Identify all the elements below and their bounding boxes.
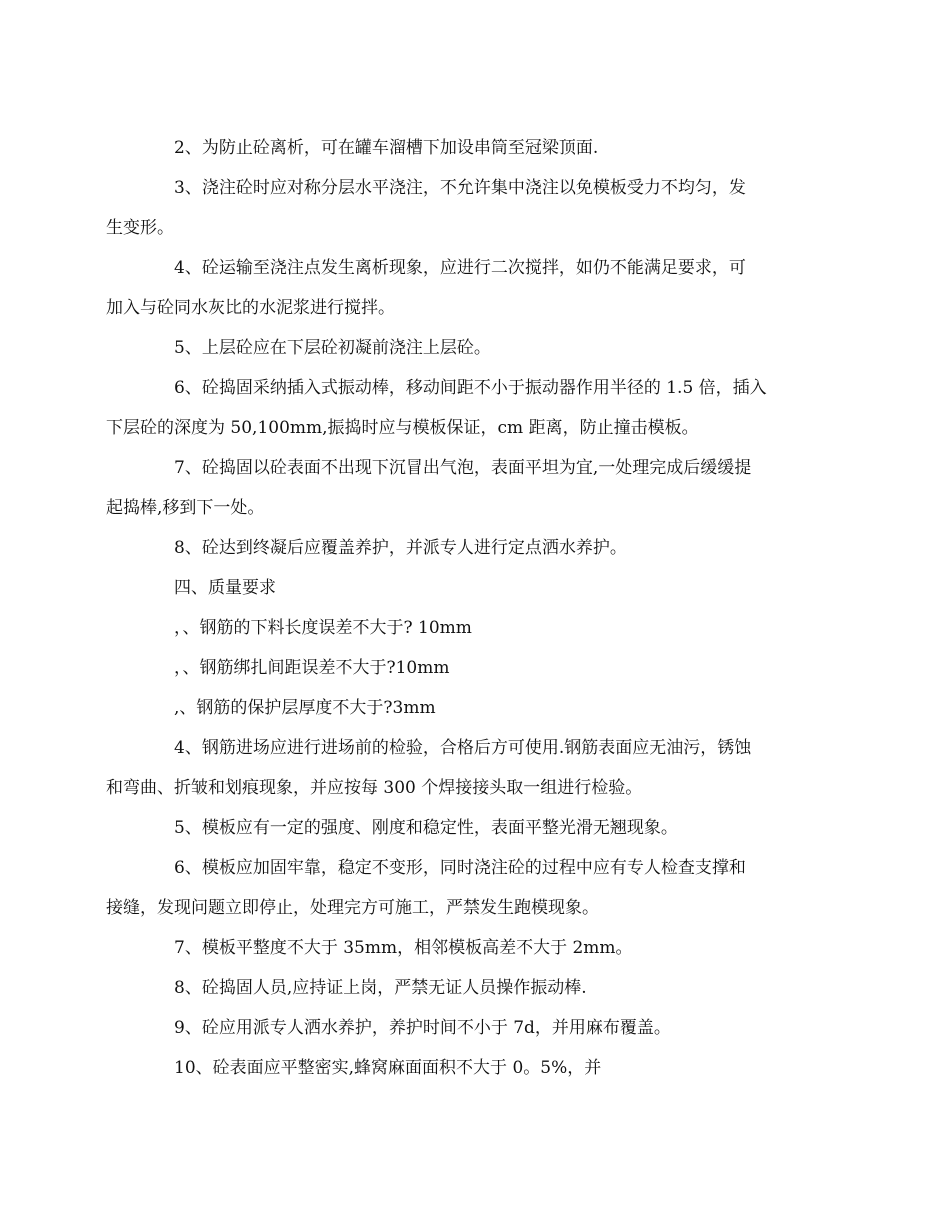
text-line: ，、钢筋绑扎间距误差不大于?10mm xyxy=(174,658,450,678)
text-line: 下层砼的深度为 50,100mm,振捣时应与模板保证，cm 距离，防止撞击模板。 xyxy=(106,418,699,438)
quality-item-7 xyxy=(140,928,812,968)
section-heading xyxy=(140,568,812,608)
text-line: 5、模板应有一定的强度、刚度和稳定性，表面平整光滑无翘现象。 xyxy=(174,818,678,838)
paragraph-3 xyxy=(106,168,812,248)
text-line: 起捣棒,移到下一处。 xyxy=(106,498,265,518)
text-line: 接缝，发现问题立即停止，处理完方可施工，严禁发生跑模现象。 xyxy=(106,898,599,918)
text-line: 8、砼捣固人员,应持证上岗，严禁无证人员操作振动棒. xyxy=(174,978,587,998)
text-line: ，、钢筋的下料长度误差不大于? 10mm xyxy=(174,618,472,638)
document-body xyxy=(106,128,812,1088)
text-line: ,、钢筋的保护层厚度不大于?3mm xyxy=(174,698,436,718)
text-line: 4、砼运输至浇注点发生离析现象，应进行二次搅拌，如仍不能满足要求，可 xyxy=(174,258,746,278)
paragraph-4 xyxy=(106,248,812,328)
quality-item-4 xyxy=(106,728,812,808)
text-line: 4、钢筋进场应进行进场前的检验，合格后方可使用.钢筋表面应无油污，锈蚀 xyxy=(174,738,752,758)
text-line: 7、模板平整度不大于 35mm，相邻模板高差不大于 2mm。 xyxy=(174,938,633,958)
text-line: 加入与砼同水灰比的水泥浆进行搅拌。 xyxy=(106,298,395,318)
quality-item-2 xyxy=(140,648,812,688)
text-line: 2、为防止砼离析，可在罐车溜槽下加设串筒至冠梁顶面. xyxy=(174,138,599,158)
paragraph-6 xyxy=(106,368,812,448)
paragraph-2 xyxy=(140,128,812,168)
text-line: 生变形。 xyxy=(106,218,174,238)
text-line: 8、砼达到终凝后应覆盖养护，并派专人进行定点洒水养护。 xyxy=(174,538,627,558)
quality-item-6 xyxy=(106,848,812,928)
paragraph-8 xyxy=(140,528,812,568)
text-line: 5、上层砼应在下层砼初凝前浇注上层砼。 xyxy=(174,338,491,358)
text-line: 10、砼表面应平整密实,蜂窝麻面面积不大于 0。5%，并 xyxy=(174,1058,602,1078)
quality-item-5 xyxy=(140,808,812,848)
text-line: 6、模板应加固牢靠，稳定不变形，同时浇注砼的过程中应有专人检查支撑和 xyxy=(174,858,746,878)
quality-item-1 xyxy=(140,608,812,648)
heading-text: 四、质量要求 xyxy=(174,578,276,598)
quality-item-10 xyxy=(140,1048,812,1088)
quality-item-8 xyxy=(140,968,812,1008)
text-line: 3、浇注砼时应对称分层水平浇注，不允许集中浇注以免模板受力不均匀，发 xyxy=(174,178,746,198)
quality-item-9 xyxy=(140,1008,812,1048)
text-line: 9、砼应用派专人洒水养护，养护时间不小于 7d，并用麻布覆盖。 xyxy=(174,1018,671,1038)
paragraph-7 xyxy=(106,448,812,528)
text-line: 7、砼捣固以砼表面不出现下沉冒出气泡，表面平坦为宜,一处理完成后缓缓提 xyxy=(174,458,752,478)
text-line: 6、砼捣固采纳插入式振动棒，移动间距不小于振动器作用半径的 1.5 倍，插入 xyxy=(174,378,767,398)
paragraph-5 xyxy=(140,328,812,368)
quality-item-3 xyxy=(140,688,812,728)
text-line: 和弯曲、折皱和划痕现象，并应按每 300 个焊接接头取一组进行检验。 xyxy=(106,778,643,798)
